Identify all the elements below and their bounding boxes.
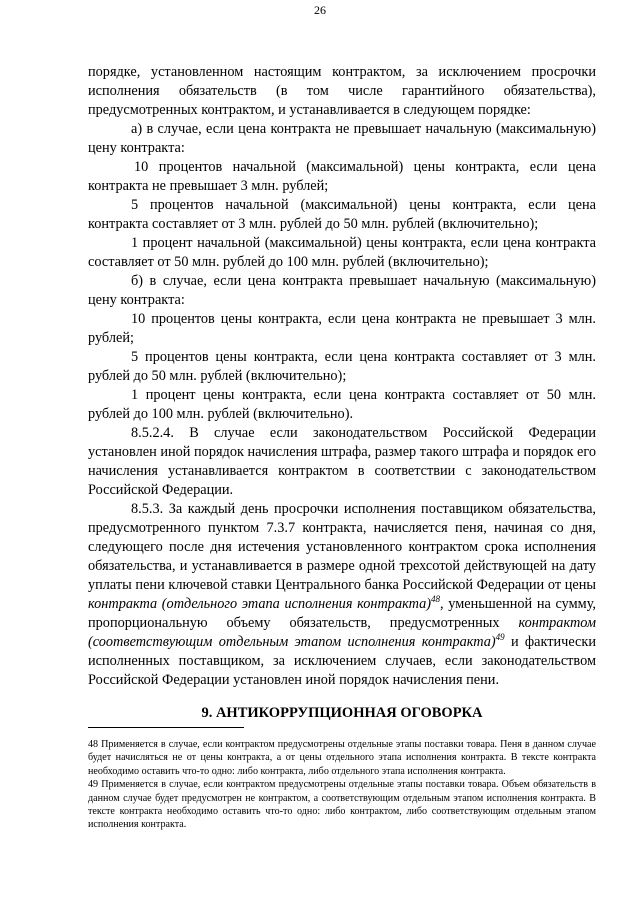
paragraph-continuation: порядке, установленном настоящим контрактом, за исключением просрочки исполнения обязательств (в том числе гарантийного обязательства), предусмотренных контрактом, и устанавливается в следующем порядке: [88, 64, 596, 118]
paragraph-case-a: а) в случае, если цена контракта не превышает начальную (максимальную) цену контракта: [88, 121, 596, 156]
paragraph-b-1-percent: 1 процент цены контракта, если цена контракта составляет от 50 млн. рублей до 100 млн. рублей (включительно). [88, 387, 596, 422]
main-text [88, 63, 596, 723]
clause-8-5-3-text-2: , уменьшенной на сумму, пропорциональную объему обязательств, предусмотренных [88, 596, 596, 631]
footnote-separator [88, 727, 244, 728]
section-heading: 9. АНТИКОРРУПЦИОННАЯ ОГОВОРКА [201, 705, 483, 721]
footnote-ref-49[interactable]: 49 [495, 632, 505, 643]
paragraph-b-10-percent: 10 процентов цены контракта, если цена контракта не превышает 3 млн. рублей; [88, 311, 596, 346]
paragraph-a-1-percent: 1 процент начальной (максимальной) цены контракта, если цена контракта составляет от 50 млн. рублей до 100 млн. рублей (включительно); [88, 235, 596, 270]
footnote-ref-48[interactable]: 48 [431, 594, 441, 605]
paragraph-a-5-percent: 5 процентов начальной (максимальной) цены контракта, если цена контракта составляет от 3 млн. рублей до 50 млн. рублей (включительно); [88, 197, 596, 232]
clause-8-5-3-italic-2: контрактом (соответствующим отдельным этапом исполнения контракта) [88, 615, 596, 650]
clause-8-5-3-text-3: и фактически исполненных поставщиком, за исключением случаев, если законодательством Российской Федерации установлен иной порядок начисления пени. [88, 634, 596, 688]
clause-8-5-2-4: 8.5.2.4. В случае если законодательством Российской Федерации установлен иной порядок начисления штрафа, размер такого штрафа и порядок его начисления устанавливается контрактом в соответствии с законодательством Российской Федерации. [88, 425, 596, 498]
clause-8-5-3-italic-1: контракта (отдельного этапа исполнения контракта) [88, 596, 432, 612]
footnote-48: 48 Применяется в случае, если контрактом предусмотрены отдельные этапы поставки товара. Пеня в данном случае будет начисляться не от цены контракта, а от цены отдельного этапа исполнения контракта. В тексте контракта необходимо оставить что-то одно: либо контракта, либо отдельного этапа исполнения контракта. [88, 739, 596, 777]
paragraph-a-10-percent: 10 процентов начальной (максимальной) цены контракта, если цена контракта не превышает 3 млн. рублей; [88, 159, 596, 194]
clause-8-5-3 [88, 500, 596, 690]
footnote-49: 49 Применяется в случае, если контрактом предусмотрены отдельные этапы поставки товара. Объем обязательств в данном случае будет предусмотрен не контрактом, а соответствующим отдельным этапом исполнения контракта. В тексте контракта необходимо оставить что-то одно: либо контрактом, либо соответствующим отдельным этапом исполнения контракта. [88, 779, 596, 831]
footnotes [88, 738, 596, 832]
page-number: 26 [314, 3, 326, 17]
paragraph-b-5-percent: 5 процентов цены контракта, если цена контракта составляет от 3 млн. рублей до 50 млн. рублей (включительно); [88, 349, 596, 384]
paragraph-case-b: б) в случае, если цена контракта превышает начальную (максимальную) цену контракта: [88, 273, 596, 308]
clause-8-5-3-text-1: 8.5.3. За каждый день просрочки исполнения поставщиком обязательства, предусмотренного пунктом 7.3.7 контракта, начисляется пеня, начиная со дня, следующего после дня истечения установленного контрактом срока исполнения обязательства, и устанавливается в размере одной трехсотой действующей на дату уплаты пени ключевой ставки Центрального банка Российской Федерации от цены [88, 501, 596, 593]
